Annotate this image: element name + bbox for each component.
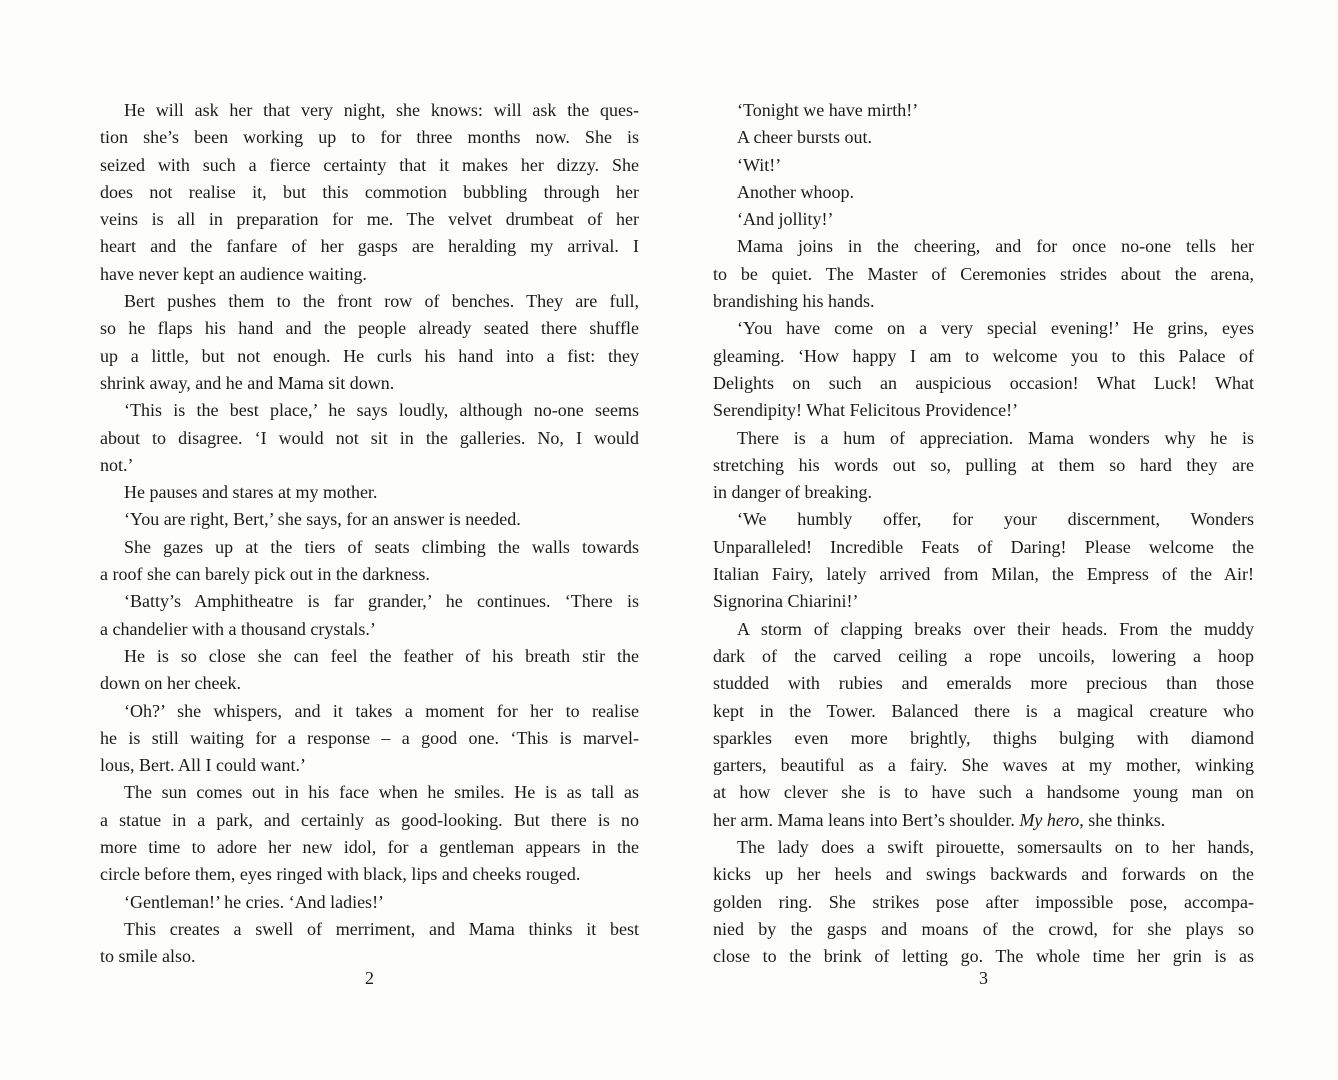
- text-line: Bert pushes them to the front row of benches. They are full,: [124, 291, 639, 312]
- paragraph: [713, 233, 1254, 315]
- text-line: close to the brink of letting go. The whole time her grin is as: [713, 946, 1254, 967]
- text-line: a roof she can barely pick out in the darkness.: [100, 564, 430, 585]
- page-3-text-block: [713, 97, 1254, 971]
- text-line: at how clever she is to have such a handsome young man on: [713, 782, 1254, 803]
- text-line: down on her cheek.: [100, 673, 241, 694]
- paragraph: [100, 397, 639, 479]
- text-line: ‘You have come on a very special evening!’ He grins, eyes: [737, 318, 1254, 339]
- text-line: sparkles even more brightly, thighs bulging with diamond: [713, 727, 1254, 748]
- text-line: He will ask her that very night, she knows: will ask the ques-: [124, 100, 639, 120]
- text-line: a chandelier with a thousand crystals.’: [100, 618, 376, 639]
- text-line: ‘You are right, Bert,’ she says, for an answer is needed.: [124, 509, 521, 530]
- text-line: brandishing his hands.: [713, 291, 875, 312]
- text-line: kicks up her heels and swings backwards and forwards on the: [713, 864, 1254, 885]
- text-line: studded with rubies and emeralds more precious than those: [713, 673, 1254, 694]
- text-line: ‘This is the best place,’ he says loudly, although no-one seems: [124, 400, 639, 421]
- paragraph: [100, 97, 639, 288]
- paragraph: [713, 315, 1254, 424]
- paragraph: [100, 534, 639, 589]
- text-line: veins is all in preparation for me. The velvet drumbeat of her: [100, 209, 639, 230]
- text-line: stretching his words out so, pulling at them so hard they are: [713, 454, 1254, 475]
- text-line: kept in the Tower. Balanced there is a magical creature who: [713, 700, 1254, 721]
- paragraph: [100, 916, 639, 971]
- paragraph: [100, 479, 639, 506]
- text-line: She gazes up at the tiers of seats climbing the walls towards: [124, 536, 639, 557]
- text-line: circle before them, eyes ringed with black, lips and cheeks rouged.: [100, 864, 581, 885]
- text-line: shrink away, and he and Mama sit down.: [100, 372, 395, 393]
- text-line: The lady does a swift pirouette, somersaults on to her hands,: [737, 837, 1254, 858]
- text-line: There is a hum of appreciation. Mama wonders why he is: [737, 427, 1254, 448]
- paragraph: [713, 152, 1254, 179]
- text-line: ‘And jollity!’: [737, 209, 834, 230]
- page-2-text-block: [100, 97, 639, 971]
- text-line: Italian Fairy, lately arrived from Milan, the Empress of the Air!: [713, 564, 1254, 585]
- text-line: A cheer bursts out.: [737, 127, 872, 148]
- text-line: not.’: [100, 454, 134, 475]
- text-line: a statue in a park, and certainly as good-looking. But there is no: [100, 809, 639, 830]
- text-line: in danger of breaking.: [713, 482, 872, 503]
- paragraph: [100, 698, 639, 780]
- paragraph: [100, 889, 639, 916]
- text-line: tion she’s been working up to for three months now. She is: [100, 127, 639, 148]
- text-line: The sun comes out in his face when he smiles. He is as tall as: [124, 782, 639, 803]
- text-line: He is so close she can feel the feather of his breath stir the: [124, 645, 639, 666]
- paragraph: [100, 506, 639, 533]
- text-line: her arm. Mama leans into Bert’s shoulder. My hero, she thinks.: [713, 809, 1166, 830]
- text-line: heart and the fanfare of her gasps are heralding my arrival. I: [100, 236, 639, 257]
- text-line: Delights on such an auspicious occasion! What Luck! What: [713, 372, 1254, 393]
- text-line: gleaming. ‘How happy I am to welcome you to this Palace of: [713, 345, 1254, 366]
- text-line: ‘Wit!’: [737, 154, 782, 175]
- text-line: Mama joins in the cheering, and for once no-one tells her: [737, 236, 1254, 257]
- text-line: seized with such a fierce certainty that it makes her dizzy. She: [100, 154, 639, 175]
- text-line: ‘We humbly offer, for your discernment, Wonders: [737, 509, 1254, 530]
- page-number-right: 3: [979, 968, 988, 988]
- text-line: to smile also.: [100, 946, 196, 967]
- text-line: ‘Oh?’ she whispers, and it takes a moment for her to realise: [124, 700, 639, 721]
- text-line: does not realise it, but this commotion bubbling through her: [100, 181, 639, 202]
- text-line: Unparalleled! Incredible Feats of Daring! Please welcome the: [713, 536, 1254, 557]
- text-line: so he flaps his hand and the people already seated there shuffle: [100, 318, 639, 339]
- paragraph: [713, 616, 1254, 834]
- text-line: This creates a swell of merriment, and Mama thinks it best: [124, 918, 639, 939]
- paragraph: [713, 97, 1254, 124]
- text-line: to be quiet. The Master of Ceremonies strides about the arena,: [713, 263, 1254, 284]
- text-line: dark of the carved ceiling a rope uncoils, lowering a hoop: [713, 645, 1254, 666]
- text-line: have never kept an audience waiting.: [100, 263, 367, 284]
- text-line: garters, beautiful as a fairy. She waves at my mother, winking: [713, 755, 1254, 776]
- text-line: he is still waiting for a response – a good one. ‘This is marvel-: [100, 727, 639, 748]
- page-number-left: 2: [365, 968, 374, 988]
- text-line: A storm of clapping breaks over their heads. From the muddy: [737, 618, 1254, 639]
- text-line: Another whoop.: [737, 181, 854, 202]
- text-line: Signorina Chiarini!’: [713, 591, 859, 612]
- paragraph: [713, 425, 1254, 507]
- text-line: up a little, but not enough. He curls his hand into a fist: they: [100, 345, 639, 366]
- paragraph: [713, 206, 1254, 233]
- paragraph: [100, 288, 639, 397]
- text-line: ‘Batty’s Amphitheatre is far grander,’ he continues. ‘There is: [124, 591, 639, 612]
- text-line: He pauses and stares at my mother.: [124, 482, 378, 503]
- text-line: more time to adore her new idol, for a gentleman appears in the: [100, 837, 639, 858]
- text-line: nied by the gasps and moans of the crowd, for she plays so: [713, 918, 1254, 939]
- paragraph: [713, 124, 1254, 151]
- text-line: ‘Tonight we have mirth!’: [737, 100, 919, 120]
- paragraph: [100, 643, 639, 698]
- text-line: ‘Gentleman!’ he cries. ‘And ladies!’: [124, 891, 385, 912]
- paragraph: [713, 834, 1254, 970]
- paragraph: [713, 179, 1254, 206]
- text-line: about to disagree. ‘I would not sit in the galleries. No, I would: [100, 427, 639, 448]
- paragraph: [713, 506, 1254, 615]
- paragraph: [100, 588, 639, 643]
- paragraph: [100, 779, 639, 888]
- text-line: lous, Bert. All I could want.’: [100, 755, 306, 776]
- text-line: Serendipity! What Felicitous Providence!’: [713, 400, 1019, 421]
- text-line: golden ring. She strikes pose after impossible pose, accompa-: [713, 891, 1254, 912]
